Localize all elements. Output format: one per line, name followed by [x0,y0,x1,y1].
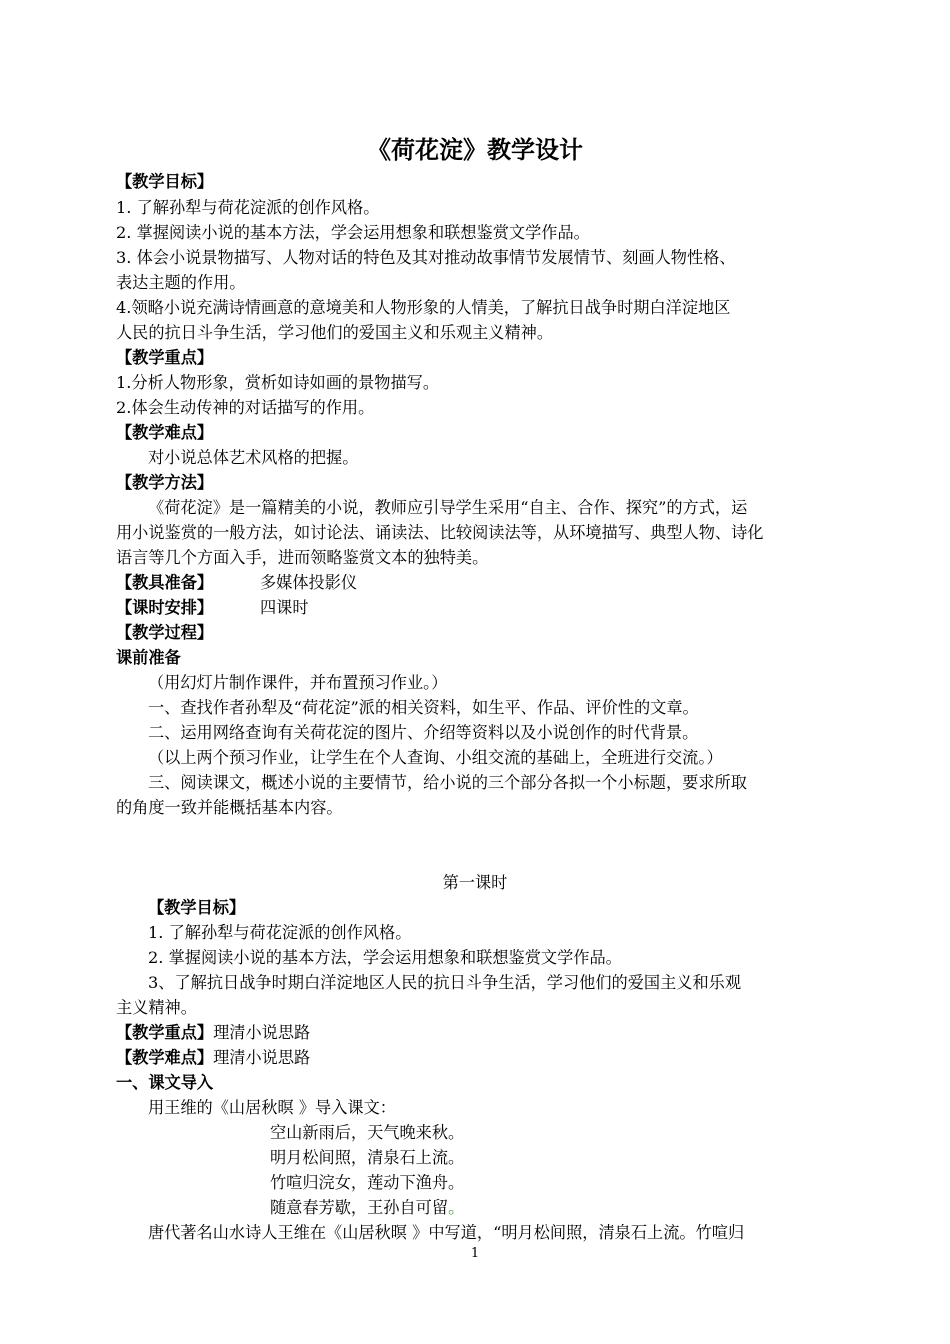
prep-line: 二、运用网络查询有关荷花淀的图片、介绍等资料以及小说创作的时代背景。 [148,723,699,742]
poem-line: 竹喧归浣女，莲动下渔舟。 [270,1173,465,1192]
objective-line: 1. 了解孙犁与荷花淀派的创作风格。 [116,198,380,217]
difficulty-text: 对小说总体艺术风格的把握。 [148,448,359,467]
poem-line: 明月松间照，清泉石上流。 [270,1148,465,1167]
lesson-keypoint-label: 【教学重点】 [116,1023,214,1042]
prep-line: 一、查找作者孙犁及“荷花淀”派的相关资料，如生平、作品、评价性的文章。 [148,698,699,717]
poem-line: 空山新雨后，天气晚来秋。 [270,1123,465,1142]
section-heading: 一、课文导入 [116,1073,214,1092]
method-line: 《荷花淀》是一篇精美的小说，教师应引导学生采用“自主、合作、探究”的方式，运 [148,498,748,517]
schedule-text: 四课时 [260,598,309,617]
body-line: 唐代著名山水诗人王维在《山居秋暝 》中写道，“明月松间照，清泉石上流。竹喧归 [148,1223,745,1242]
poem-line-text: 随意春芳歇，王孙自可留 [270,1198,449,1217]
schedule-heading: 【课时安排】 [116,598,214,617]
tools-heading: 【教具准备】 [116,573,214,592]
objectives-heading: 【教学目标】 [116,172,214,191]
method-line: 语言等几个方面入手，进而领略鉴赏文本的独特美。 [116,548,489,567]
keypoint-line: 1.分析人物形象，赏析如诗如画的景物描写。 [116,373,440,392]
objective-line: 表达主题的作用。 [116,273,246,292]
process-heading: 【教学过程】 [116,623,214,642]
method-heading: 【教学方法】 [116,473,214,492]
lesson-keypoint-text: 理清小说思路 [213,1023,311,1042]
document-title: 《荷花淀》教学设计 [367,135,583,164]
lesson-heading: 第一课时 [442,873,508,892]
lesson-objective-line: 3、了解抗日战争时期白洋淀地区人民的抗日斗争生活，学习他们的爱国主义和乐观 [148,973,742,992]
objective-line: 4.领略小说充满诗情画意的意境美和人物形象的人情美，了解抗日战争时期白洋淀地区 [116,298,731,317]
tools-text: 多媒体投影仪 [260,573,358,592]
page-number: 1 [470,1246,480,1261]
objective-line: 人民的抗日斗争生活，学习他们的爱国主义和乐观主义精神。 [116,323,554,342]
prep-line: （用幻灯片制作课件，并布置预习作业。） [148,673,448,692]
lesson-keypoint-line [116,1021,310,1045]
objective-line: 2. 掌握阅读小说的基本方法，学会运用想象和联想鉴赏文学作品。 [116,223,590,242]
keypoint-line: 2.体会生动传神的对话描写的作用。 [116,398,375,417]
prep-line: 的角度一致并能概括基本内容。 [116,798,343,817]
keypoints-heading: 【教学重点】 [116,348,214,367]
lesson-objectives-heading: 【教学目标】 [148,898,246,917]
method-line: 用小说鉴赏的一般方法，如讨论法、诵读法、比较阅读法等，从环境描写、典型人物、诗化 [116,523,764,542]
lesson-objective-line: 1. 了解孙犁与荷花淀派的创作风格。 [148,923,412,942]
intro-text: 用王维的《山居秋暝 》导入课文： [148,1098,396,1117]
prep-line: 三、阅读课文，概述小说的主要情节，给小说的三个部分各拟一个小标题，要求所取 [148,773,747,792]
poem-line-last [270,1196,464,1220]
lesson-difficulty-text: 理清小说思路 [213,1048,311,1067]
prep-line: （以上两个预习作业，让学生在个人查询、小组交流的基础上，全班进行交流。） [148,748,723,767]
prep-heading: 课前准备 [116,648,181,667]
difficulty-heading: 【教学难点】 [116,423,214,442]
lesson-difficulty-line [116,1046,310,1070]
objective-line: 3. 体会小说景物描写、人物对话的特色及其对推动故事情节发展情节、刻画人物性格、 [116,248,736,267]
lesson-objective-line: 主义精神。 [116,998,197,1017]
lesson-objective-line: 2. 掌握阅读小说的基本方法，学会运用想象和联想鉴赏文学作品。 [148,948,622,967]
lesson-difficulty-label: 【教学难点】 [116,1048,214,1067]
poem-end-punct: 。 [448,1198,465,1217]
